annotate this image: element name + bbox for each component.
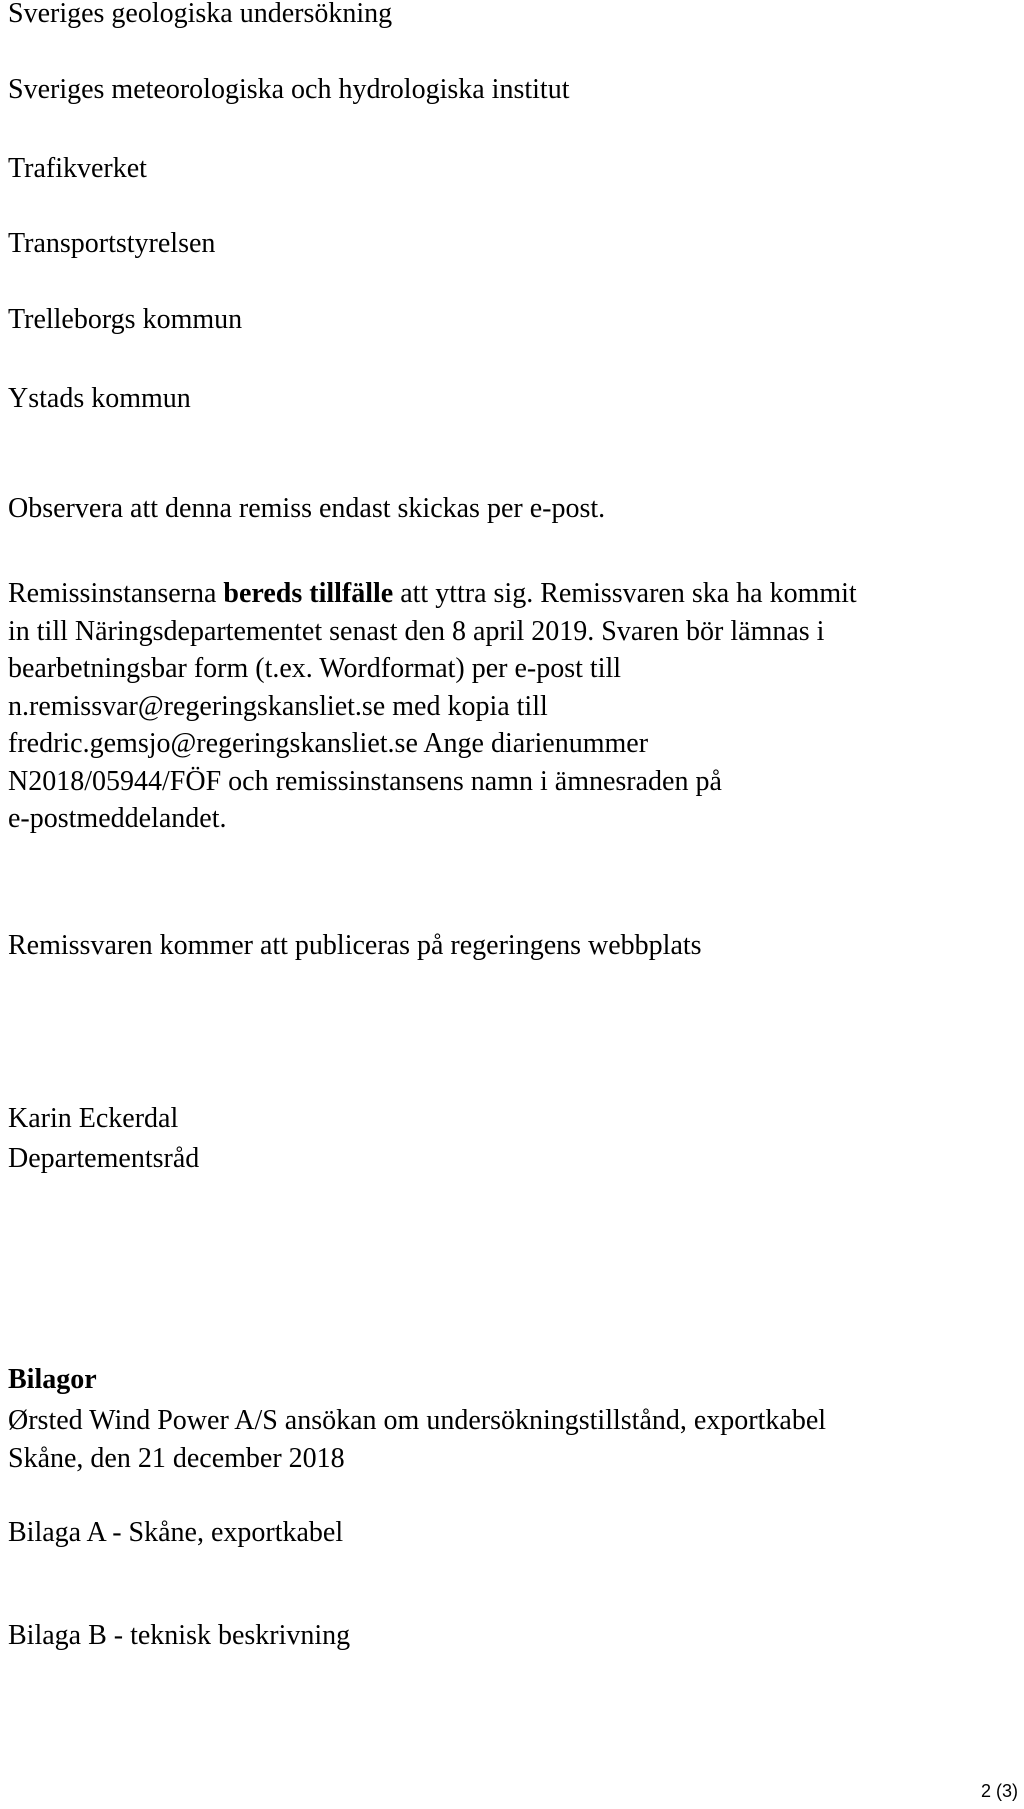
attachments-heading: Bilagor <box>8 1364 97 1395</box>
attachment-item: Bilaga B - teknisk beskrivning <box>8 1620 351 1651</box>
signature-name: Karin Eckerdal <box>8 1103 179 1134</box>
instructions-line: e-postmeddelandet. <box>8 803 227 834</box>
attachment-item: Ørsted Wind Power A/S ansökan om undersökningstillstånd, exportkabel Skåne, den 21 december 2018 <box>8 1405 827 1474</box>
recipient-item: Sveriges geologiska undersökning <box>8 0 393 29</box>
email-only-notice: Observera att denna remiss endast skickas per e-post. <box>8 493 606 524</box>
instructions-line: in till Näringsdepartementet senast den 8 april 2019. Svaren bör lämnas i <box>8 615 825 647</box>
page-number: 2 (3) <box>980 1781 1018 1801</box>
recipient-item: Ystads kommun <box>8 383 191 414</box>
attachment-item: Bilaga A - Skåne, exportkabel <box>8 1517 344 1548</box>
recipient-item: Trelleborgs kommun <box>8 304 243 335</box>
email-address-line: fredric.gemsjo@regeringskansliet.se Ange diarienummer <box>8 728 649 759</box>
recipient-item: Sveriges meteorologiska och hydrologiska institut <box>8 74 570 105</box>
recipient-item: Transportstyrelsen <box>8 228 216 259</box>
signature-title: Departementsråd <box>8 1143 200 1174</box>
publication-note: Remissvaren kommer att publiceras på regeringens webbplats <box>8 930 702 961</box>
instructions-line: Remissinstanserna bereds tillfälle att yttra sig. Remissvaren ska ha kommit <box>8 578 857 609</box>
instructions-line: bearbetningsbar form (t.ex. Wordformat) per e-post till <box>8 653 622 684</box>
response-instructions <box>8 575 1013 838</box>
instructions-line: N2018/05944/FÖF och remissinstansens namn i ämnesraden på <box>8 765 722 797</box>
recipient-item: Trafikverket <box>8 153 147 184</box>
emphasis-text: bereds tillfälle <box>223 578 394 609</box>
email-address-line: n.remissvar@regeringskansliet.se med kopia till <box>8 690 548 722</box>
